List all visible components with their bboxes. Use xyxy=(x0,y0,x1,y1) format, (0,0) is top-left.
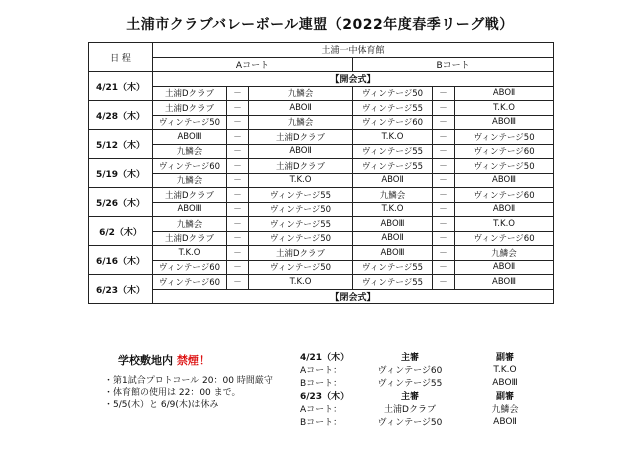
court-a-team-2: T.K.O xyxy=(249,275,353,290)
court-b-team-2: T.K.O xyxy=(455,217,554,232)
court-a-team-1: 土浦Dクラブ xyxy=(153,86,227,101)
court-a-team-1: ヴィンテージ60 xyxy=(153,260,227,275)
schedule-header: 日 程 xyxy=(89,43,153,72)
schedule-row xyxy=(89,289,554,304)
versus-dash: － xyxy=(433,159,455,174)
court-a-team-1: 九鱗会 xyxy=(153,173,227,188)
versus-dash: － xyxy=(433,144,455,159)
versus-dash: － xyxy=(433,86,455,101)
court-a-team-2: ヴィンテージ50 xyxy=(249,260,353,275)
schedule-row xyxy=(89,188,554,203)
versus-dash: － xyxy=(433,202,455,217)
match-date: 6/2（木） xyxy=(89,217,153,246)
court-a-team-2: 土浦Dクラブ xyxy=(249,246,353,261)
referee-row xyxy=(300,415,550,428)
referee-row xyxy=(300,363,550,376)
court-b-team-2: ABOⅢ xyxy=(455,173,554,188)
court-a-team-2: 九鱗会 xyxy=(249,86,353,101)
referee-label: 6/23（木） xyxy=(300,392,350,402)
versus-dash: － xyxy=(227,173,249,188)
main-referee: 主審 xyxy=(400,392,419,402)
court-b-team-2: ABOⅡ xyxy=(455,202,554,217)
court-a-team-1: T.K.O xyxy=(153,246,227,261)
court-a-team-1: 土浦Dクラブ xyxy=(153,231,227,246)
versus-dash: － xyxy=(433,275,455,290)
sub-referee: ABOⅡ xyxy=(493,416,517,427)
opening-ceremony: 【開会式】 xyxy=(153,72,554,87)
schedule-row xyxy=(89,159,554,174)
schedule-row xyxy=(89,144,554,159)
referee-label: Aコート： xyxy=(300,366,343,376)
court-b-team-1: ヴィンテージ50 xyxy=(353,86,433,101)
notice-prefix: 学校敷地内 xyxy=(118,354,173,367)
match-date: 6/23（木） xyxy=(89,275,153,304)
schedule-row xyxy=(89,260,554,275)
sub-referee: T.K.O xyxy=(493,364,517,375)
court-b-team-2: 九鱗会 xyxy=(455,246,554,261)
court-b-team-1: ABOⅢ xyxy=(353,246,433,261)
versus-dash: － xyxy=(433,217,455,232)
court-b-team-2: ヴィンテージ50 xyxy=(455,159,554,174)
page-title: 土浦市クラブバレーボール連盟（2022年度春季リーグ戦） xyxy=(126,17,514,33)
versus-dash: － xyxy=(227,101,249,116)
schedule-row xyxy=(89,86,554,101)
versus-dash: － xyxy=(227,217,249,232)
match-date: 5/26（木） xyxy=(89,188,153,217)
note-item: ・体育館の使用は 22：00 まで。 xyxy=(104,388,241,398)
versus-dash: － xyxy=(433,101,455,116)
court-a-team-2: ABOⅡ xyxy=(249,144,353,159)
versus-dash: － xyxy=(227,144,249,159)
court-a-team-1: 土浦Dクラブ xyxy=(153,188,227,203)
court-b-team-2: ABOⅡ xyxy=(455,260,554,275)
match-date: 4/21（木） xyxy=(89,72,153,101)
referee-label: Bコート： xyxy=(300,379,343,389)
notes-list xyxy=(104,375,273,411)
versus-dash: － xyxy=(227,275,249,290)
main-referee: 土浦Dクラブ xyxy=(384,405,436,415)
court-b-team-1: ABOⅡ xyxy=(353,173,433,188)
main-referee: ヴィンテージ50 xyxy=(377,418,443,428)
closing-ceremony: 【閉会式】 xyxy=(153,289,554,304)
sub-referee: 副審 xyxy=(495,392,514,402)
schedule-table xyxy=(88,42,554,304)
court-a-team-2: ヴィンテージ55 xyxy=(249,217,353,232)
note-item: ・5/5(木）と 6/9(木)は休み xyxy=(104,400,219,410)
court-a-team-2: 九鱗会 xyxy=(249,115,353,130)
versus-dash: － xyxy=(227,231,249,246)
schedule-row xyxy=(89,202,554,217)
court-a-team-2: 土浦Dクラブ xyxy=(249,130,353,145)
court-b-team-1: ヴィンテージ55 xyxy=(353,275,433,290)
court-b-team-2: ヴィンテージ60 xyxy=(455,188,554,203)
schedule-row xyxy=(89,246,554,261)
referee-row xyxy=(300,402,550,415)
sub-referee: ABOⅢ xyxy=(492,377,518,388)
court-b-team-2: ABOⅢ xyxy=(455,115,554,130)
schedule-row xyxy=(89,115,554,130)
main-referee: 主審 xyxy=(400,353,419,363)
court-b-team-1: ヴィンテージ55 xyxy=(353,144,433,159)
referee-row xyxy=(300,350,550,363)
court-b-team-1: ヴィンテージ55 xyxy=(353,101,433,116)
note-item: ・第1試合プロトコール 20：00 時間厳守 xyxy=(104,376,273,386)
versus-dash: － xyxy=(227,115,249,130)
court-a-team-1: 土浦Dクラブ xyxy=(153,101,227,116)
court-b-team-2: ヴィンテージ60 xyxy=(455,144,554,159)
referee-label: Aコート： xyxy=(300,405,343,415)
court-a-team-1: ヴィンテージ50 xyxy=(153,115,227,130)
versus-dash: － xyxy=(227,86,249,101)
versus-dash: － xyxy=(433,260,455,275)
schedule-row xyxy=(89,275,554,290)
court-a-team-1: ABOⅢ xyxy=(153,202,227,217)
versus-dash: － xyxy=(227,130,249,145)
court-b-team-1: T.K.O xyxy=(353,130,433,145)
schedule-row xyxy=(89,217,554,232)
court-b-team-1: ABOⅡ xyxy=(353,231,433,246)
match-date: 5/19（木） xyxy=(89,159,153,188)
court-a-team-1: 九鱗会 xyxy=(153,144,227,159)
versus-dash: － xyxy=(227,246,249,261)
versus-dash: － xyxy=(433,173,455,188)
court-b-team-2: ABOⅡ xyxy=(455,86,554,101)
schedule-row xyxy=(89,72,554,87)
court-b-team-2: T.K.O xyxy=(455,101,554,116)
versus-dash: － xyxy=(433,246,455,261)
referee-label: 4/21（木） xyxy=(300,353,350,363)
court-a-header: Aコート xyxy=(153,57,353,72)
referee-label: Bコート： xyxy=(300,418,343,428)
court-b-team-1: T.K.O xyxy=(353,202,433,217)
versus-dash: － xyxy=(433,130,455,145)
court-a-team-1: ヴィンテージ60 xyxy=(153,159,227,174)
court-b-team-1: ヴィンテージ60 xyxy=(353,115,433,130)
versus-dash: － xyxy=(227,260,249,275)
court-a-team-1: ABOⅢ xyxy=(153,130,227,145)
court-b-team-1: ABOⅢ xyxy=(353,217,433,232)
schedule-row xyxy=(89,231,554,246)
venue-header: 土浦一中体育館 xyxy=(153,43,554,58)
court-b-header: Bコート xyxy=(353,57,554,72)
court-b-team-1: ヴィンテージ55 xyxy=(353,159,433,174)
match-date: 4/28（木） xyxy=(89,101,153,130)
versus-dash: － xyxy=(433,188,455,203)
court-a-team-1: ヴィンテージ60 xyxy=(153,275,227,290)
referee-row xyxy=(300,376,550,389)
court-b-team-1: 九鱗会 xyxy=(353,188,433,203)
court-a-team-2: ヴィンテージ50 xyxy=(249,202,353,217)
schedule-row xyxy=(89,101,554,116)
court-a-team-2: 土浦Dクラブ xyxy=(249,159,353,174)
court-b-team-2: ABOⅢ xyxy=(455,275,554,290)
match-date: 5/12（木） xyxy=(89,130,153,159)
court-b-team-2: ヴィンテージ60 xyxy=(455,231,554,246)
no-smoking-text: 禁煙！ xyxy=(176,354,210,367)
main-referee: ヴィンテージ60 xyxy=(377,366,443,376)
versus-dash: － xyxy=(227,202,249,217)
smoking-notice xyxy=(118,352,210,368)
court-a-team-2: ヴィンテージ50 xyxy=(249,231,353,246)
main-referee: ヴィンテージ55 xyxy=(377,379,443,389)
versus-dash: － xyxy=(433,115,455,130)
referee-assignments xyxy=(300,350,550,428)
sub-referee: 副審 xyxy=(495,353,514,363)
versus-dash: － xyxy=(227,159,249,174)
versus-dash: － xyxy=(227,188,249,203)
sub-referee: 九鱗会 xyxy=(491,405,519,415)
court-a-team-2: ABOⅡ xyxy=(249,101,353,116)
referee-row xyxy=(300,389,550,402)
schedule-row xyxy=(89,173,554,188)
court-a-team-2: ヴィンテージ55 xyxy=(249,188,353,203)
court-a-team-1: 九鱗会 xyxy=(153,217,227,232)
match-date: 6/16（木） xyxy=(89,246,153,275)
court-b-team-2: ヴィンテージ50 xyxy=(455,130,554,145)
versus-dash: － xyxy=(433,231,455,246)
court-a-team-2: T.K.O xyxy=(249,173,353,188)
court-b-team-1: ヴィンテージ55 xyxy=(353,260,433,275)
schedule-row xyxy=(89,130,554,145)
